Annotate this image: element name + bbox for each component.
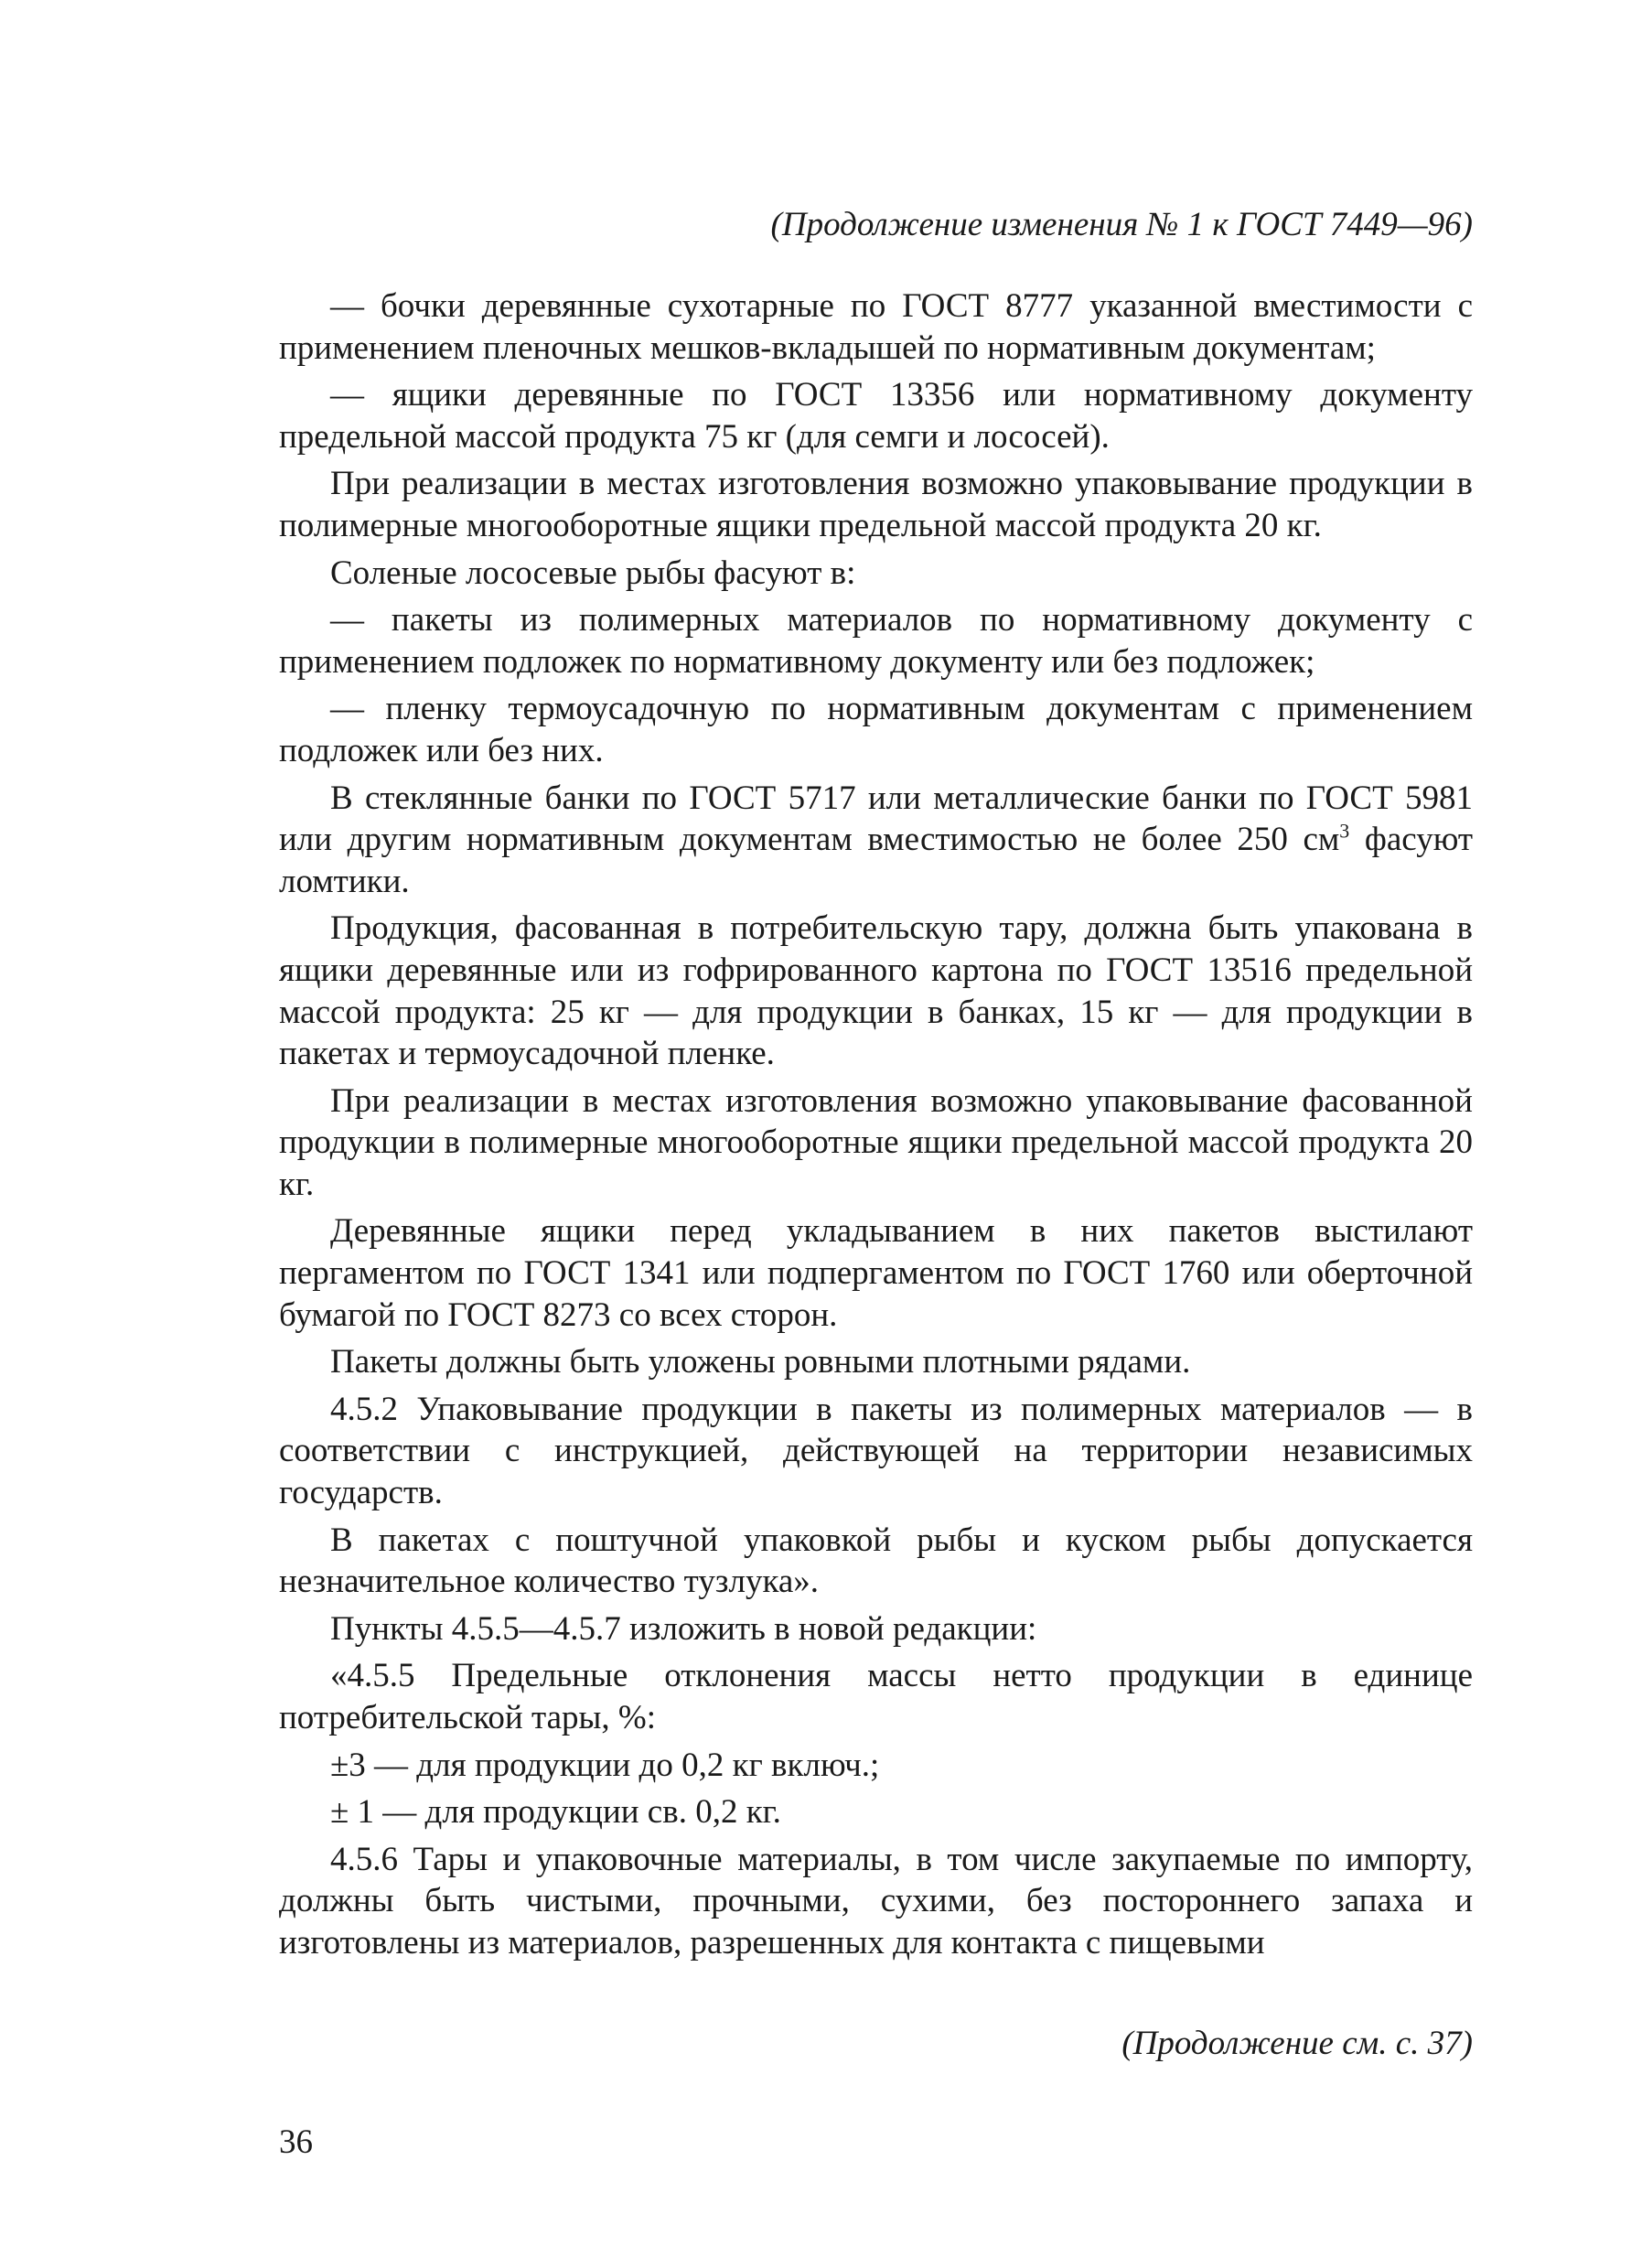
paragraph-volume <box>279 778 1473 903</box>
paragraph: В пакетах с поштучной упаковкой рыбы и куском рыбы допускается незначительное количество тузлука». <box>279 1521 1473 1601</box>
paragraph: При реализации в местах изготовления возможно упаковывание фасованной продукции в полимерные многооборотные ящики предельной массой продукта 20 кг. <box>279 1081 1473 1203</box>
paragraph: ± 1 — для продукции св. 0,2 кг. <box>330 1793 781 1832</box>
paragraph: Пакеты должны быть уложены ровными плотными рядами. <box>330 1343 1191 1381</box>
paragraph: — пленку термоусадочную по нормативным документам с применением подложек или без них. <box>279 690 1473 769</box>
body-text <box>279 285 1473 1964</box>
paragraph: 4.5.6 Тары и упаковочные материалы, в том числе закупаемые по импорту, должны быть чистыми, прочными, сухими, без постороннего запаха и изготовлены из материалов, разрешенных для контакта с пищевыми <box>279 1840 1473 1962</box>
volume-value: 250 см <box>1237 821 1340 859</box>
continuation-header: (Продолжение изменения № 1 к ГОСТ 7449—96) <box>770 206 1473 243</box>
paragraph: Продукция, фасованная в потребительскую тару, должна быть упакована в ящики деревянные или из гофрированного картона по ГОСТ 13516 предельной массой продукта: 25 кг — для продукции в банках, 15 кг — для продукции в пакетах и термоусадочной пленке. <box>279 909 1473 1073</box>
paragraph: — ящики деревянные по ГОСТ 13356 или нормативному документу предельной массой продукта 75 кг (для семги и лососей). <box>279 376 1473 456</box>
paragraph: 4.5.2 Упаковывание продукции в пакеты из полимерных материалов — в соответствии с инструкцией, действующей на территории независимых государств. <box>279 1390 1473 1512</box>
paragraph: «4.5.5 Предельные отклонения массы нетто продукции в единице потребительской тары, %: <box>279 1657 1473 1736</box>
page-number: 36 <box>279 2123 313 2161</box>
paragraph: При реализации в местах изготовления возможно упаковывание продукции в полимерные многооборотные ящики предельной массой продукта 20 кг. <box>279 465 1473 544</box>
paragraph: — пакеты из полимерных материалов по нормативному документу с применением подложек по нормативному документу или без подложек; <box>279 601 1473 681</box>
paragraph: Пункты 4.5.5—4.5.7 изложить в новой редакции: <box>330 1609 1037 1648</box>
paragraph: ±3 — для продукции до 0,2 кг включ.; <box>330 1746 880 1784</box>
volume-superscript: 3 <box>1339 819 1350 843</box>
volume-tail: фасуют ломтики. <box>279 821 1474 900</box>
continuation-footer: (Продолжение см. с. 37) <box>1121 2025 1473 2062</box>
paragraph: Деревянные ящики перед укладыванием в них пакетов выстилают пергаментом по ГОСТ 1341 или подпергаментом по ГОСТ 1760 или оберточной бумагой по ГОСТ 8273 со всех сторон. <box>279 1212 1473 1334</box>
paragraph-text: В стеклянные банки по ГОСТ 5717 или металлические банки по ГОСТ 5981 или другим нормативным документам вместимостью не более <box>279 779 1473 859</box>
paragraph: — бочки деревянные сухотарные по ГОСТ 8777 указанной вместимости с применением пленочных мешков-вкладышей по нормативным документам; <box>279 287 1473 367</box>
paragraph: Соленые лососевые рыбы фасуют в: <box>330 554 856 592</box>
